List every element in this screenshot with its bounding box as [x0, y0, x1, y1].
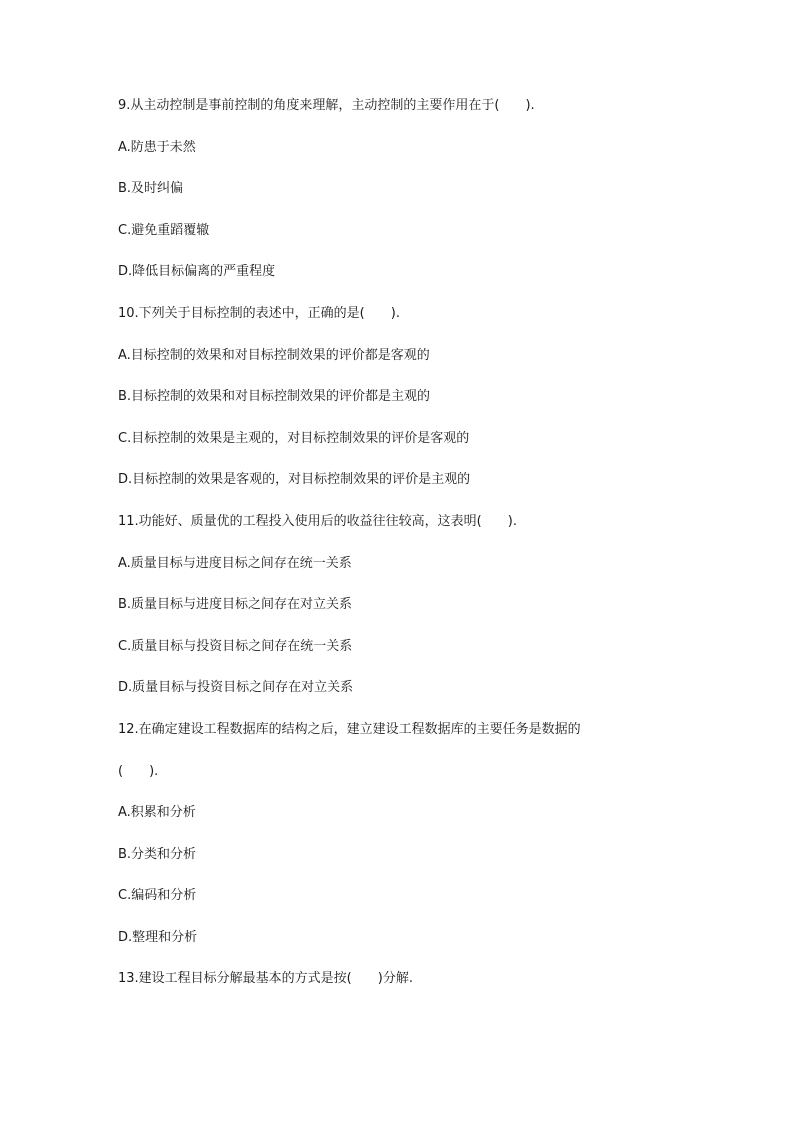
answer-option: D.目标控制的效果是客观的，对目标控制效果的评价是主观的: [118, 472, 471, 488]
question-stem: 9.从主动控制是事前控制的角度来理解，主动控制的主要作用在于( ).: [118, 98, 535, 113]
question-stem: 11.功能好、质量优的工程投入使用后的收益往往较高，这表明( ).: [118, 513, 517, 529]
answer-option: C.避免重蹈覆辙: [118, 222, 210, 238]
answer-option: B.分类和分析: [118, 846, 197, 862]
answer-option: B.及时纠偏: [118, 181, 184, 197]
question-list: [118, 96, 678, 1011]
answer-option: A.积累和分析: [118, 805, 196, 821]
answer-option: B.质量目标与进度目标之间存在对立关系: [118, 597, 353, 613]
answer-option: D.整理和分析: [118, 929, 198, 945]
answer-option: D.降低目标偏离的严重程度: [118, 264, 276, 280]
question-stem-continuation: ( ).: [118, 763, 159, 779]
answer-option: C.目标控制的效果是主观的，对目标控制效果的评价是客观的: [118, 430, 470, 446]
answer-option: A.防患于未然: [118, 139, 196, 155]
question-stem: 10.下列关于目标控制的表述中，正确的是( ).: [118, 305, 400, 321]
answer-option: C.质量目标与投资目标之间存在统一关系: [118, 638, 353, 654]
answer-option: A.目标控制的效果和对目标控制效果的评价都是客观的: [118, 347, 430, 363]
answer-option: B.目标控制的效果和对目标控制效果的评价都是主观的: [118, 389, 431, 405]
answer-option: D.质量目标与投资目标之间存在对立关系: [118, 680, 354, 696]
question-stem: 12.在确定建设工程数据库的结构之后，建立建设工程数据库的主要任务是数据的: [118, 721, 581, 737]
answer-option: C.编码和分析: [118, 888, 197, 904]
question-stem: 13.建设工程目标分解最基本的方式是按( )分解.: [118, 971, 413, 987]
answer-option: A.质量目标与进度目标之间存在统一关系: [118, 555, 352, 571]
